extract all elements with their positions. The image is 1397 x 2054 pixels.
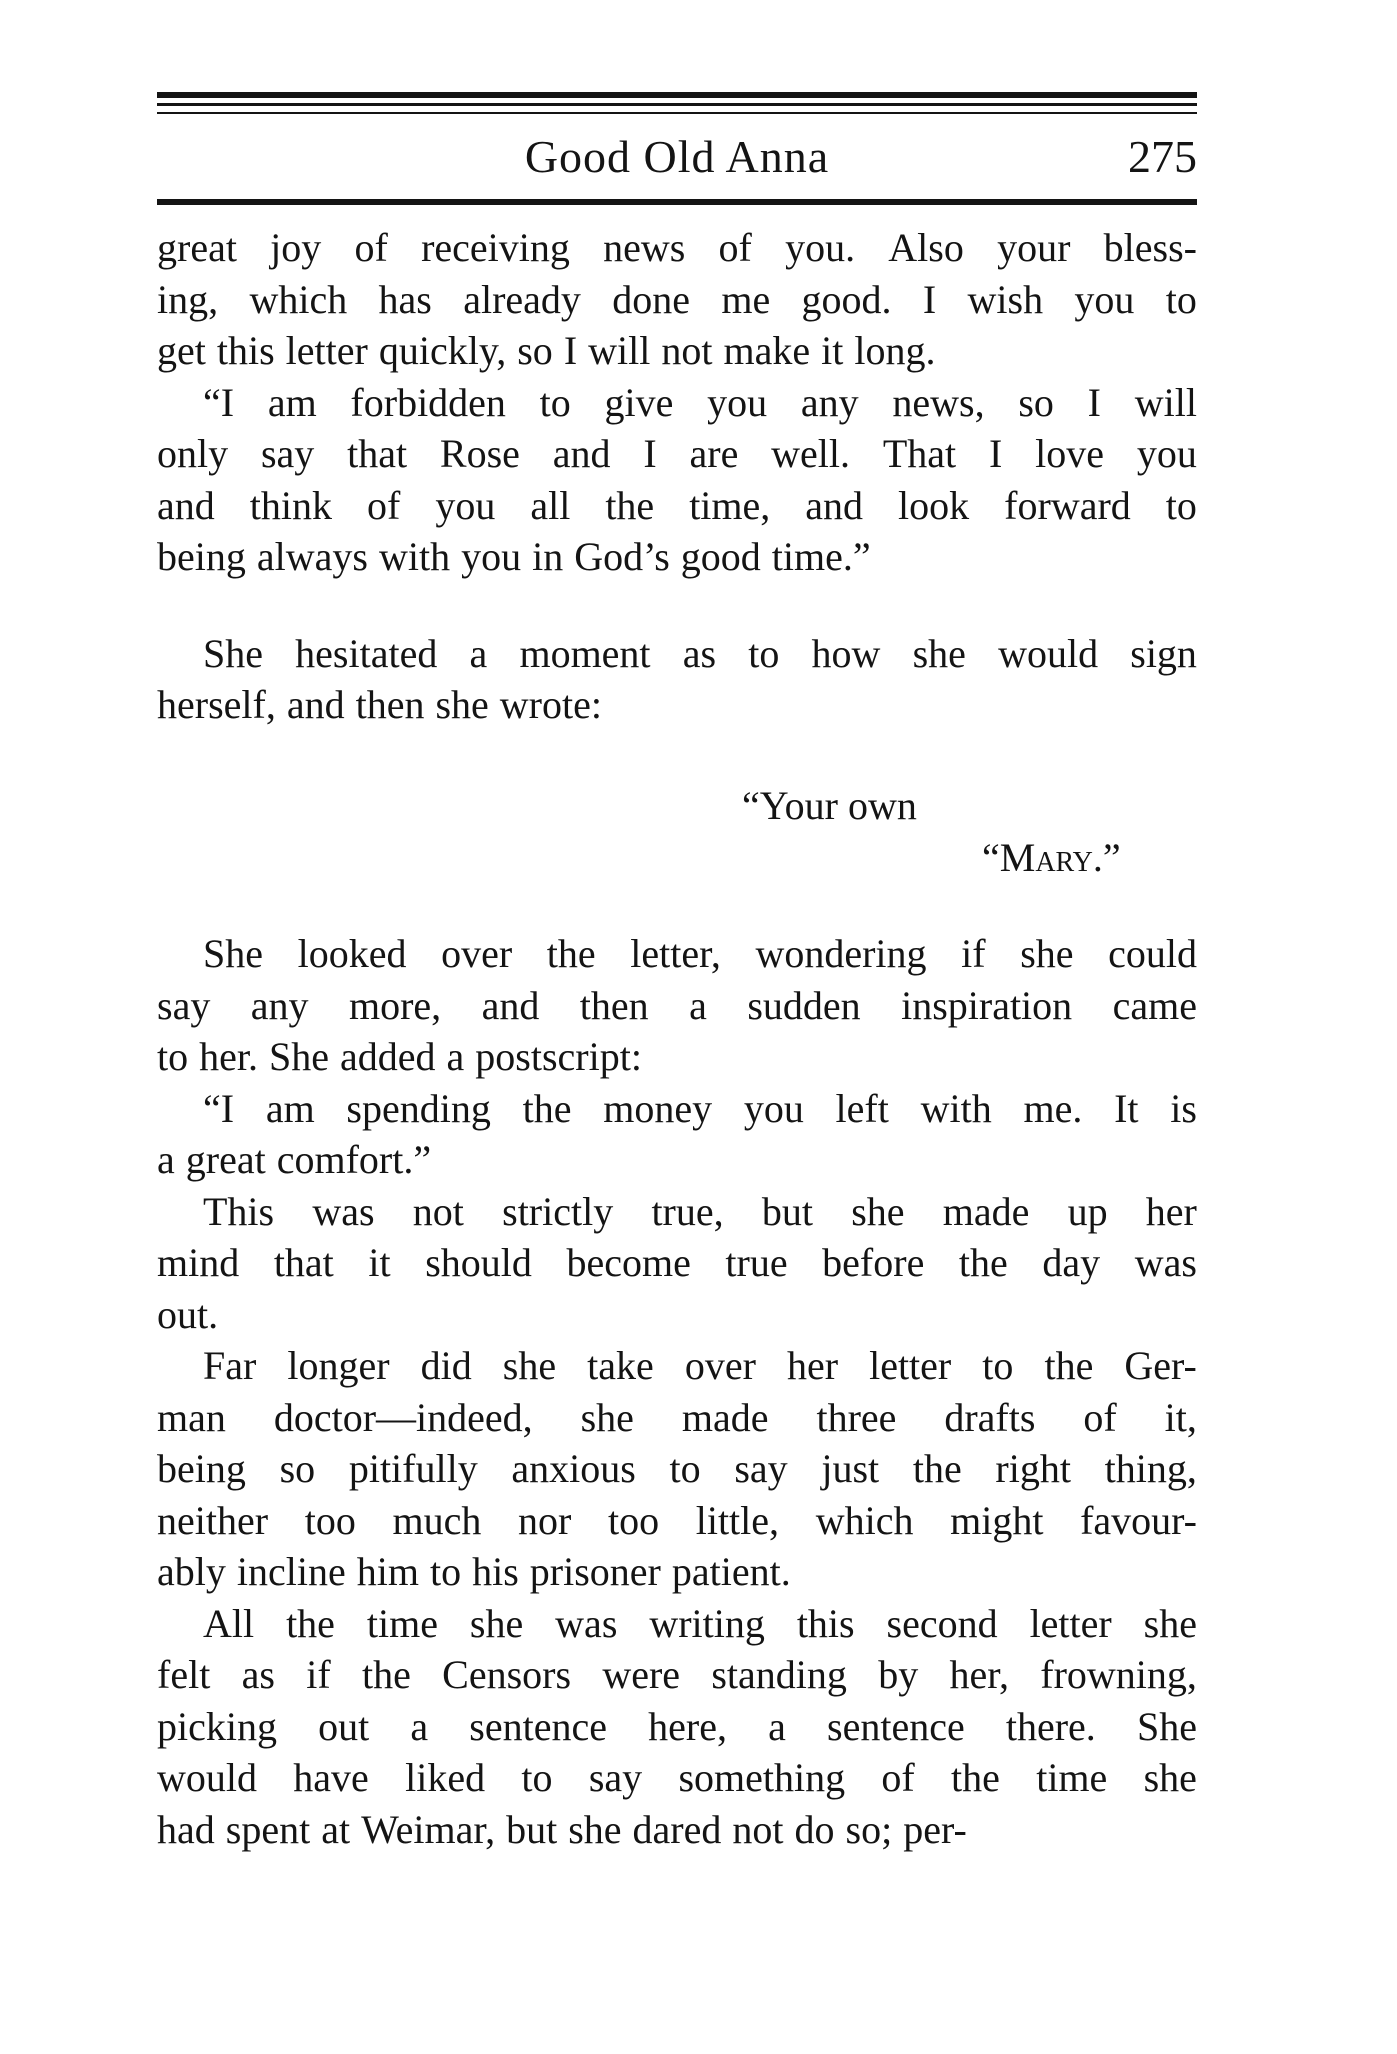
paragraph [157,1186,1197,1341]
text-line: great joy of receiving news of you. Also your bless- [157,225,1197,270]
header-rule-lower [157,112,1197,114]
text-line: ing, which has already done me good. I wish you to [157,276,1197,322]
text-line: a great comfort.” [157,1137,432,1182]
running-title: Good Old Anna [524,131,830,182]
text-line: mind that it should become true before the day was [157,1240,1197,1285]
text-line: would have liked to say something of the time she [157,1755,1197,1800]
paragraph [157,1083,1197,1186]
text-line: and think of you all the time, and look forward to [157,482,1197,528]
text-line: man doctor—indeed, she made three drafts of it, [157,1394,1197,1440]
text-line: felt as if the Censors were standing by her, frowning, [157,1652,1197,1697]
text-line: being always with you in God’s good time.” [157,534,871,579]
paragraph [157,222,1197,377]
text-line: being so pitifully anxious to say just the right thing, [157,1446,1197,1491]
signature-name: “Mary.” [982,835,1121,880]
text-line: She looked over the letter, wondering if she could [203,931,1197,976]
text-line: “I am forbidden to give you any news, so I will [203,379,1197,425]
text-line: say any more, and then a sudden inspiration came [157,982,1197,1028]
paragraph [157,1598,1197,1856]
text-line: herself, and then she wrote: [157,682,602,727]
text-line: out. [157,1291,219,1337]
body-text-continued [157,928,1197,1855]
text-line: only say that Rose and I are well. That I love you [157,431,1197,476]
running-head [157,126,1197,188]
text-line: picking out a sentence here, a sentence there. She [157,1703,1197,1749]
header-rule-middle [157,103,1197,106]
text-line: had spent at Weimar, but she dared not do so; per- [157,1806,967,1852]
text-line: neither too much nor too little, which might favour- [157,1497,1197,1543]
text-line: ably incline him to his prisoner patient. [157,1549,791,1594]
body-text [157,222,1197,731]
header-rule-top [157,92,1197,98]
text-line: get this letter quickly, so I will not make it long. [157,328,936,373]
paragraph [157,928,1197,1083]
text-line: to her. She added a postscript: [157,1034,642,1079]
text-line: All the time she was writing this second letter she [203,1600,1197,1646]
text-line: She hesitated a moment as to how she would sign [203,630,1197,676]
text-line: This was not strictly true, but she made up her [203,1188,1197,1234]
text-line: “I am spending the money you left with me. It is [203,1085,1197,1131]
signature-closing: “Your own [742,783,917,828]
paragraph [157,1340,1197,1598]
header-rule-bottom [157,199,1197,205]
paragraph [157,628,1197,731]
text-line: Far longer did she take over her letter to the Ger- [203,1343,1197,1388]
page-number: 275 [1128,131,1197,182]
paragraph [157,377,1197,583]
